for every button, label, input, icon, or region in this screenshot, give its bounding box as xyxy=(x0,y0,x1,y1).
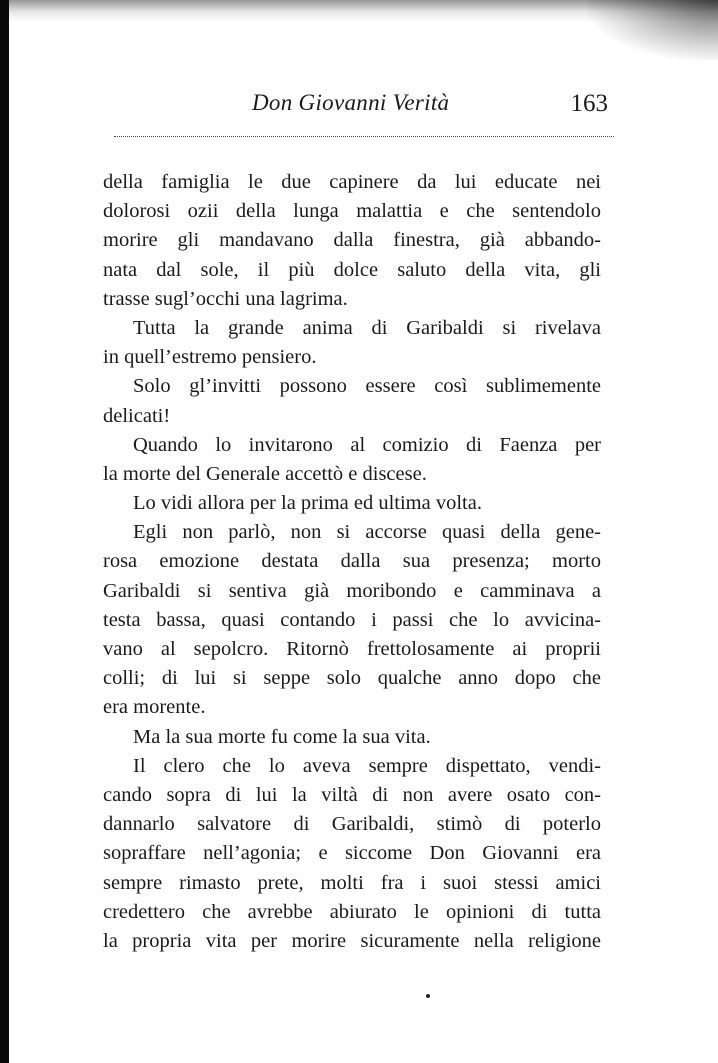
text-line: Il clero che lo aveva sempre dispettato, vendi- xyxy=(133,754,601,777)
running-title: Don Giovanni Verità xyxy=(252,90,450,115)
text-line: delicati! xyxy=(103,404,171,427)
text-line: morire gli mandavano dalla finestra, già abbando- xyxy=(103,229,601,252)
header-rule xyxy=(114,136,614,137)
text-line: in quell’estremo pensiero. xyxy=(103,346,317,369)
text-line: Quando lo invitarono al comizio di Faenza per xyxy=(133,433,601,456)
ink-speck xyxy=(426,994,430,998)
text-line: della famiglia le due capinere da lui educate nei xyxy=(103,171,601,193)
text-line: dolorosi ozii della lunga malattia e che sentendolo xyxy=(103,200,601,223)
text-line: trasse sugl’occhi una lagrima. xyxy=(103,287,348,310)
body-text xyxy=(103,168,601,956)
text-line: colli; di lui si seppe solo qualche anno dopo che xyxy=(103,667,601,690)
text-line: Solo gl’invitti possono essere così sublimemente xyxy=(133,375,601,398)
text-line: era morente. xyxy=(103,696,206,719)
text-line: Tutta la grande anima di Garibaldi si rivelava xyxy=(133,316,601,339)
scan-noise-corner xyxy=(588,0,718,60)
text-line: Garibaldi si sentiva già moribondo e camminava a xyxy=(103,579,601,602)
text-line: sopraffare nell’agonia; e siccome Don Giovanni era xyxy=(103,842,601,865)
text-line: Ma la sua morte fu come la sua vita. xyxy=(133,725,431,748)
text-line: testa bassa, quasi contando i passi che lo avvicina- xyxy=(103,608,601,631)
text-line: nata dal sole, il più dolce saluto della vita, gli xyxy=(103,258,601,281)
text-line: Lo vidi allora per la prima ed ultima volta. xyxy=(133,492,482,515)
text-line: dannarlo salvatore di Garibaldi, stimò di poterlo xyxy=(103,813,601,836)
running-head xyxy=(110,88,610,122)
text-line: credettero che avrebbe abiurato le opinioni di tutta xyxy=(103,900,601,923)
text-line: vano al sepolcro. Ritornò frettolosamente ai proprii xyxy=(103,638,601,660)
text-line: cando sopra di lui la viltà di non avere osato con- xyxy=(103,783,601,806)
text-line: rosa emozione destata dalla sua presenza; morto xyxy=(103,550,601,573)
text-line: sempre rimasto prete, molti fra i suoi stessi amici xyxy=(103,871,601,894)
text-line: la propria vita per morire sicuramente nella religione xyxy=(103,929,601,952)
page-binding-edge xyxy=(0,0,9,1063)
text-line: la morte del Generale accettò e discese. xyxy=(103,462,427,485)
text-line: Egli non parlò, non si accorse quasi della gene- xyxy=(133,521,601,544)
page-number: 163 xyxy=(570,90,608,117)
